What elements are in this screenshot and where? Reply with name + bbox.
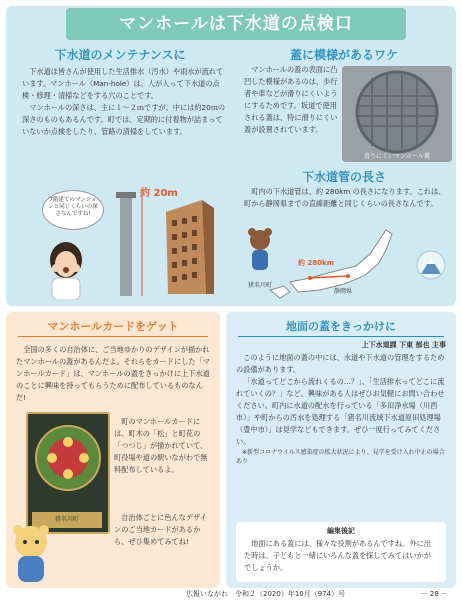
pattern-heading: 蓋に模様があるワケ <box>289 48 398 62</box>
maint-p2: マンホールの深さは、主に１～２ｍですが、中には約20ｍの深さのものもあるんです。町では、定期的に付着物が詰まっていないか点検をしたり、管路の清掃をしています。 <box>22 103 226 136</box>
card-body-3 <box>114 512 212 548</box>
bubble-text: 7階建てのマンションと同じくらいの深さなんですね! <box>48 197 98 217</box>
page-title: マンホールは下水道の点検口 <box>119 14 353 34</box>
page-number: － 28 － <box>420 590 448 598</box>
town-label: 猪名川町 <box>248 282 273 289</box>
mount-fuji-icon <box>416 250 446 280</box>
mascot-character <box>6 522 56 586</box>
depth-illustration <box>110 182 220 300</box>
map-distance-label: 約 280km <box>298 259 334 267</box>
manhole-card <box>26 412 110 534</box>
card-label: 猪名川町 <box>32 512 102 528</box>
card-heading: マンホールカードをゲット <box>18 318 208 337</box>
speech-bubble <box>42 190 104 230</box>
length-heading: 下水道管の長さ <box>301 170 386 184</box>
lid-heading: 地面の蓋をきっかけに <box>238 318 444 337</box>
lid-body <box>236 352 446 466</box>
postscript-heading: 編集後記 <box>327 527 355 535</box>
lid-p1: このように地面の蓋の中には、水道や下水道の管理をするための設備があります。 <box>236 353 445 374</box>
publication-info: 広報いながわ 令和２（2020）年10月（974）号 <box>186 590 346 598</box>
footer <box>0 586 462 600</box>
postscript-box <box>236 522 446 582</box>
mascot-bear-icon <box>246 228 274 274</box>
card-section <box>6 312 220 588</box>
pattern-body <box>244 64 340 136</box>
length-body <box>244 186 448 210</box>
card-p1: 全国の多くの自治体に、ご当地ゆかりのデザインが描かれたマンホールの蓋があるんだよ。それらをカードにした「マンホールカード」は、マンホールの蓋をきっかけに上下水道のことに興味を持ってもらうために配布しているものなんだ! <box>16 345 210 402</box>
card-body <box>16 344 212 404</box>
japan-map-illustration <box>240 220 452 302</box>
top-section <box>6 6 456 306</box>
pattern-p: マンホールの蓋の表面に凸凹した模様があるのは、歩行者や車などが滑りにくいようにするためです。坂道で使用される蓋は、特に滑りにくい蓋が設置されています。 <box>244 65 338 134</box>
card-p3: 自治体ごとに色んなデザインのご当地カードがあるから、ぜひ集めてみてね! <box>114 513 207 546</box>
lid-author: 上下水道課 下東 郁也 主事 <box>361 341 446 349</box>
lid-note: ※新型コロナウイルス感染症の拡大状況により、見学を受け入れ中止の場合あり <box>236 449 445 465</box>
manhole-photo <box>342 66 452 162</box>
pref-label: 静岡県 <box>334 288 353 295</box>
postscript-p: 地面にある蓋には、様々な役割があるんですね。外に出た時は、子どもと一緒にいろんな蓋を探してみてはいかがでしょうか。 <box>244 539 431 572</box>
maint-p1: 下水道は皆さんが使用した生活排水（汚水）や雨水が流れています。マンホール（Man-hole）は、人が入って下水道の点検・修理・清掃などをする穴のことです。 <box>22 67 224 100</box>
depth-label: 約 20m <box>140 188 178 199</box>
card-p2: 町のマンホールカードには、町木の「松」と町花の「つつじ」が描かれていて、町役場や道の駅いながわで無料配布しているよ。 <box>114 417 208 474</box>
photo-caption: 滑りにくいマンホール蓋 <box>364 153 430 160</box>
surprised-person-illustration <box>36 236 96 300</box>
lid-p2: 「水道ってどこから流れくるの…？」、「生活排水ってどこに流れていくの？」など、興味がある人はぜひお気軽にお問い合わせください。町内に水道の配水を行っている「多田浄水場（川西市）」や町からの汚水を処理する「猪名川流域下水道原田処理場（豊中市）」は見学などもできます。ぜひ一度行ってみてください。 <box>236 377 445 446</box>
length-p: 町内の下水道管は、約 280km の長さになります。これは、町から静岡県までの直線距離と同じくらいの長さなんです。 <box>244 187 446 208</box>
page-title-banner <box>66 8 406 40</box>
lid-section <box>226 312 456 588</box>
maint-heading: 下水道のメンテナンスに <box>54 48 186 62</box>
maint-body <box>22 66 226 138</box>
postscript-body <box>244 538 438 574</box>
card-body-2 <box>114 416 212 476</box>
